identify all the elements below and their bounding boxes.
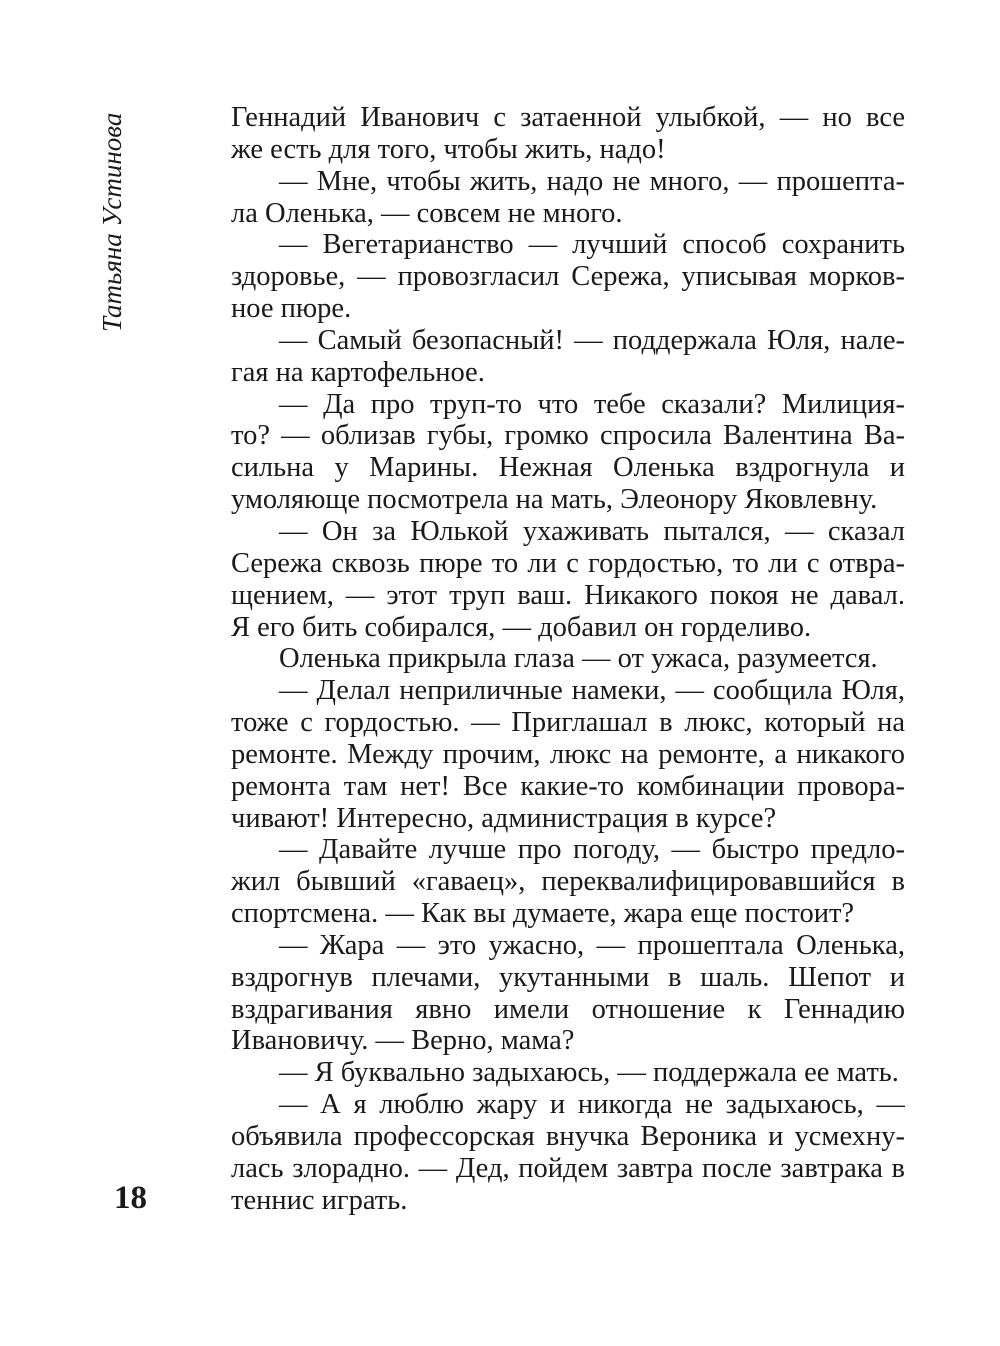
text-line: то? — облизав губы, громко спросила Валентина Ва-: [231, 420, 905, 452]
text-line: теннис играть.: [231, 1184, 408, 1216]
text-line: — Он за Юлькой ухаживать пытался, — сказал: [279, 515, 905, 547]
text-line: здоровье, — провозгласил Сережа, уписывая морков-: [231, 261, 905, 293]
text-line: жил бывший «гаваец», переквалифицировавшийся в: [231, 866, 905, 898]
text-line: — Да про труп-то что тебе сказали? Милиция-: [279, 388, 905, 420]
text-line: объявила профессорская внучка Вероника и усмехну-: [231, 1121, 905, 1152]
text-line: спортсмена. — Как вы думаете, жара еще постоит?: [231, 898, 855, 930]
text-line: ла Оленька, — совсем не много.: [231, 197, 623, 229]
text-line: умоляюще посмотрела на мать, Элеонору Яковлевну.: [231, 484, 878, 516]
text-line: — А я люблю жару и никогда не задыхаюсь, —: [279, 1089, 905, 1121]
text-line: щением, — этот труп ваш. Никакого покоя не давал.: [231, 579, 905, 611]
text-line: ное пюре.: [231, 293, 352, 325]
text-line: ремонте. Между прочим, люкс на ремонте, а никакого: [231, 738, 905, 770]
text-line: вздрагивания явно имели отношение к Геннадию: [231, 993, 905, 1025]
text-line: Сережа сквозь пюре то ли с гордостью, то ли с отвра-: [231, 547, 905, 579]
text-line: вздрогнув плечами, укутанными в шаль. Шепот и: [231, 961, 905, 993]
text-line: — Делал неприличные намеки, — сообщила Юля,: [279, 675, 905, 707]
running-head-author: Татьяна Устинова: [97, 112, 127, 332]
text-line: гая на картофельное.: [231, 356, 485, 388]
text-line: чивают! Интересно, администрация в курсе?: [231, 802, 777, 834]
text-line: — Самый безопасный! — поддержала Юля, нале-: [279, 324, 905, 356]
text-line: Я его бить собирался, — добавил он горделиво.: [231, 611, 812, 643]
text-line: сильна у Марины. Нежная Оленька вздрогнула и: [231, 452, 905, 484]
text-line: Ивановичу. — Верно, мама?: [231, 1025, 575, 1057]
text-line: тоже с гордостью. — Приглашал в люкс, который на: [231, 707, 905, 739]
text-line: ремонта там нет! Все какие-то комбинации провора-: [231, 770, 905, 802]
body-text: [231, 102, 905, 1217]
text-line: — Вегетарианство — лучший способ сохранить: [279, 229, 905, 261]
page-number: 18: [114, 1180, 147, 1216]
text-line: лась злорадно. — Дед, пойдем завтра после завтрака в: [231, 1152, 905, 1184]
text-line: — Жара — это ужасно, — прошептала Оленька,: [279, 929, 905, 961]
text-line: — Мне, чтобы жить, надо не много, — прошепта-: [279, 165, 905, 197]
text-line: — Я буквально задыхаюсь, — поддержала ее мать.: [279, 1057, 899, 1089]
text-line: же есть для того, чтобы жить, надо!: [231, 133, 666, 165]
text-line: — Давайте лучше про погоду, — быстро предло-: [279, 834, 905, 866]
text-line: Геннадий Иванович с затаенной улыбкой, — но все: [231, 102, 905, 133]
text-line: Оленька прикрыла глаза — от ужаса, разумеется.: [279, 643, 878, 675]
